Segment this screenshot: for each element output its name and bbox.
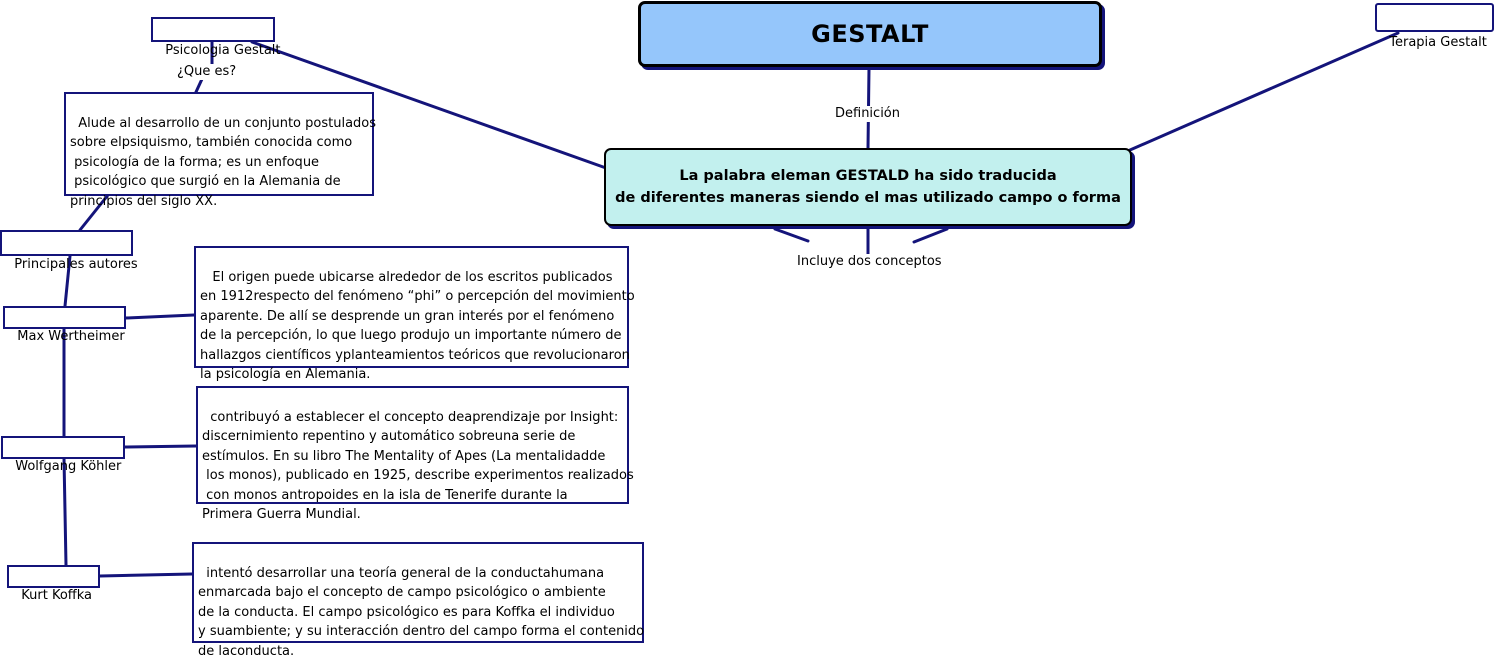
- author-name: Kurt Koffka: [21, 588, 93, 603]
- author-max-wertheimer[interactable]: [3, 306, 126, 344]
- author-max-description[interactable]: [194, 246, 635, 382]
- definition-text: La palabra eleman GESTALD ha sido traducida de diferentes maneras siendo el mas utilizado campo o forma: [615, 168, 1121, 206]
- what-text: Alude al desarrollo de un conjunto postulados sobre elpsiquismo, también conocida como psicología de la forma; es un enfoque psicológico que surgió en la Alemania de principios del siglo XX.: [70, 115, 377, 209]
- author-name: Wolfgang Köhler: [15, 459, 122, 474]
- title-node[interactable]: [638, 1, 1102, 67]
- author-wolfgang-kohler[interactable]: [1, 436, 125, 474]
- psychology-label: Psicologia Gestalt: [165, 43, 281, 58]
- author-description: contribuyó a establecer el concepto deaprendizaje por Insight: discernimiento repentino y automático sobreuna serie de estímulos. En su libro The Mentality of Apes (La mentalidadde los monos), publicado en 1925, describe experimentos realizados con monos antropoides en la isla de Tenerife durante la Primera Guerra Mundial.: [202, 409, 634, 522]
- author-kurt-description[interactable]: [192, 542, 645, 659]
- definition-link-label: Definición: [835, 106, 900, 121]
- therapy-node[interactable]: [1375, 3, 1494, 50]
- author-name: Max Wertheimer: [17, 329, 125, 344]
- therapy-label: Terapia Gestalt: [1389, 35, 1487, 50]
- definition-node[interactable]: [604, 148, 1132, 226]
- title-text: GESTALT: [811, 20, 929, 48]
- includes-link-label: Incluye dos conceptos: [797, 254, 942, 269]
- author-description: intentó desarrollar una teoría general de la conductahumana enmarcada bajo el concepto de campo psicológico o ambiente de la conducta. El campo psicológico es para Koffka el individuo y suambiente; y su interacción dentro del campo forma el contenido de laconducta.: [198, 565, 645, 659]
- what-link-label: ¿Que es?: [177, 64, 237, 79]
- what-text-node[interactable]: [64, 92, 377, 209]
- author-description: El origen puede ubicarse alrededor de los escritos publicados en 1912respecto del fenómeno “phi” o percepción del movimiento aparente. De allí se desprende un gran interés por el fenómeno de la percepción, lo que luego produjo un importante número de hallazgos científicos yplanteamientos teóricos que revolucionaron la psicología en Alemania.: [200, 269, 635, 382]
- psychology-node[interactable]: [151, 17, 281, 58]
- authors-node[interactable]: [0, 230, 138, 272]
- author-wolfgang-description[interactable]: [196, 386, 634, 522]
- author-kurt-koffka[interactable]: [7, 565, 100, 603]
- authors-label: Principales autores: [14, 257, 138, 272]
